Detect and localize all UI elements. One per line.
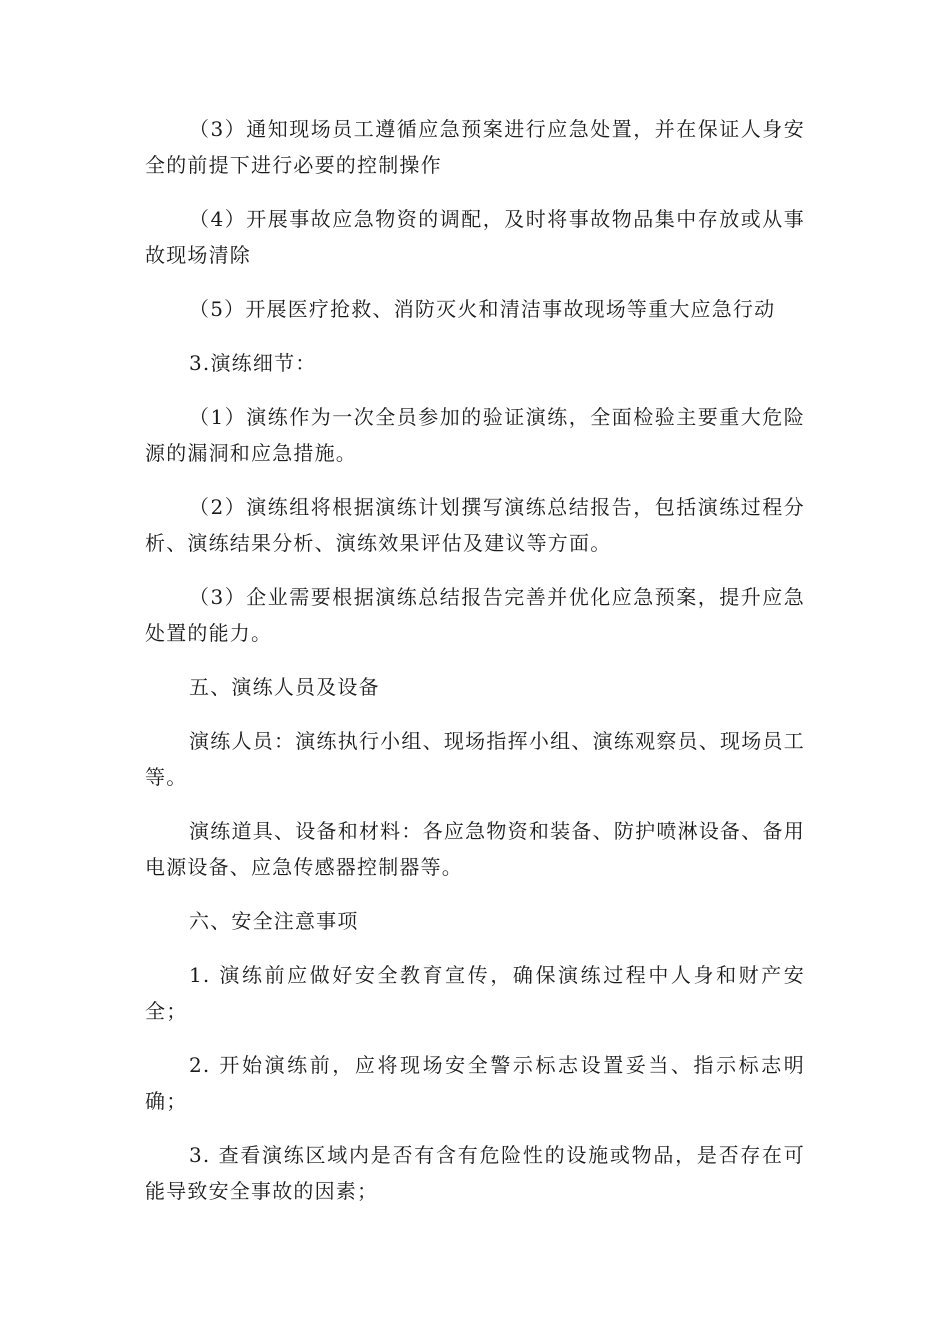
paragraph-safety-2: 2. 开始演练前，应将现场安全警示标志设置妥当、指示标志明确；	[145, 1053, 805, 1113]
paragraph-step-5: （5）开展医疗抢救、消防灭火和清洁事故现场等重大应急行动	[189, 297, 776, 321]
paragraph-equipment: 演练道具、设备和材料：各应急物资和装备、防护喷淋设备、备用电源设备、应急传感器控制器等。	[145, 819, 805, 879]
heading-drill-details: 3.演练细节：	[189, 351, 317, 375]
document-body	[145, 111, 805, 1209]
paragraph-detail-1: （1）演练作为一次全员参加的验证演练，全面检验主要重大危险源的漏洞和应急措施。	[145, 405, 805, 465]
paragraph-personnel: 演练人员：演练执行小组、现场指挥小组、演练观察员、现场员工等。	[145, 729, 805, 789]
section-heading-personnel-equipment: 五、演练人员及设备	[189, 675, 380, 699]
paragraph-step-3: （3）通知现场员工遵循应急预案进行应急处置，并在保证人身安全的前提下进行必要的控制操作	[145, 117, 805, 177]
section-heading-safety: 六、安全注意事项	[189, 909, 359, 933]
paragraph-step-4: （4）开展事故应急物资的调配，及时将事故物品集中存放或从事故现场清除	[145, 207, 805, 267]
paragraph-detail-2: （2）演练组将根据演练计划撰写演练总结报告，包括演练过程分析、演练结果分析、演练效果评估及建议等方面。	[145, 495, 805, 555]
paragraph-detail-3: （3）企业需要根据演练总结报告完善并优化应急预案，提升应急处置的能力。	[145, 585, 805, 645]
paragraph-safety-3: 3. 查看演练区域内是否有含有危险性的设施或物品，是否存在可能导致安全事故的因素；	[145, 1143, 805, 1203]
paragraph-safety-1: 1. 演练前应做好安全教育宣传，确保演练过程中人身和财产安全；	[145, 963, 805, 1023]
